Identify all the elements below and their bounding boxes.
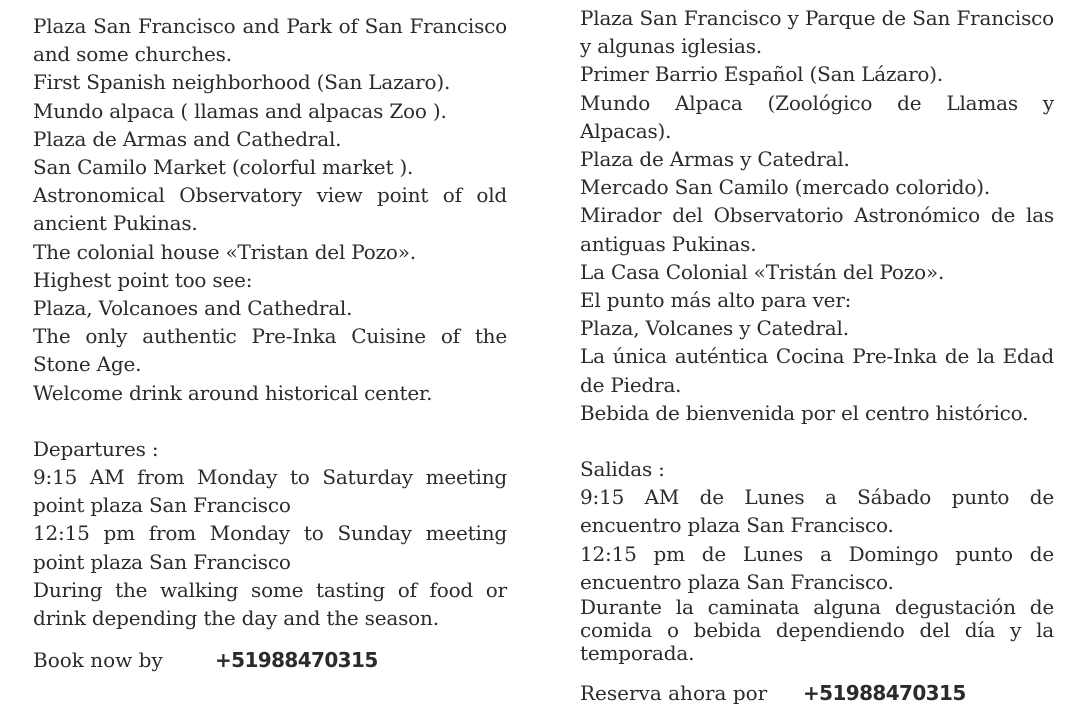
departure-item: 12:15 pm de Lunes a Domingo punto de encuentro plaza San Francisco. — [580, 541, 1054, 594]
spanish-booking — [580, 679, 1054, 707]
book-label: Book now by — [33, 648, 163, 673]
phone-number[interactable]: +51988470315 — [215, 648, 378, 673]
list-item: San Camilo Market (colorful market ). — [33, 155, 414, 180]
list-item: Plaza San Francisco and Park of San Francisco and some churches. — [33, 14, 507, 67]
departures-heading: Departures : — [33, 436, 159, 461]
list-item: Plaza de Armas and Cathedral. — [33, 126, 342, 151]
list-item: Highest point too see: — [33, 267, 253, 292]
list-item: Mundo alpaca ( llamas and alpacas Zoo ). — [33, 98, 447, 123]
list-item: Welcome drink around historical center. — [33, 380, 433, 405]
spanish-attractions-list — [580, 4, 1054, 427]
spanish-departures — [580, 455, 1054, 665]
english-booking — [33, 646, 507, 674]
english-column — [33, 12, 507, 674]
phone-number[interactable]: +51988470315 — [803, 681, 966, 706]
list-item: La única auténtica Cocina Pre-Inka de la Edad de Piedra. — [580, 344, 1054, 397]
departure-item: 12:15 pm from Monday to Sunday meeting point plaza San Francisco — [33, 521, 507, 574]
departure-item: 9:15 AM de Lunes a Sábado punto de encuentro plaza San Francisco. — [580, 485, 1054, 538]
departures-heading: Salidas : — [580, 457, 665, 482]
list-item: Plaza San Francisco y Parque de San Francisco y algunas iglesias. — [580, 6, 1054, 59]
spanish-column — [580, 4, 1054, 707]
english-attractions-list — [33, 12, 507, 407]
departure-note: Durante la caminata alguna degustación de comida o bebida dependiendo del día y la temporada. — [580, 595, 1054, 666]
list-item: Astronomical Observatory view point of old ancient Pukinas. — [33, 183, 507, 236]
list-item: Mundo Alpaca (Zoológico de Llamas y Alpacas). — [580, 90, 1054, 143]
list-item: La Casa Colonial «Tristán del Pozo». — [580, 259, 945, 284]
departure-note: During the walking some tasting of food or drink depending the day and the season. — [33, 577, 507, 631]
english-departures — [33, 435, 507, 632]
list-item: Mirador del Observatorio Astronómico de las antiguas Pukinas. — [580, 203, 1054, 256]
departure-item: 9:15 AM from Monday to Saturday meeting point plaza San Francisco — [33, 465, 507, 518]
list-item: First Spanish neighborhood (San Lazaro). — [33, 70, 451, 95]
list-item: Plaza, Volcanoes and Cathedral. — [33, 296, 353, 321]
list-item: Primer Barrio Español (San Lázaro). — [580, 62, 944, 87]
list-item: Bebida de bienvenida por el centro histórico. — [580, 400, 1029, 425]
list-item: Mercado San Camilo (mercado colorido). — [580, 175, 990, 200]
list-item: The only authentic Pre-Inka Cuisine of the Stone Age. — [33, 324, 507, 377]
list-item: The colonial house «Tristan del Pozo». — [33, 239, 416, 264]
book-label: Reserva ahora por — [580, 681, 768, 706]
list-item: Plaza de Armas y Catedral. — [580, 147, 850, 172]
list-item: Plaza, Volcanes y Catedral. — [580, 316, 849, 341]
list-item: El punto más alto para ver: — [580, 288, 852, 313]
